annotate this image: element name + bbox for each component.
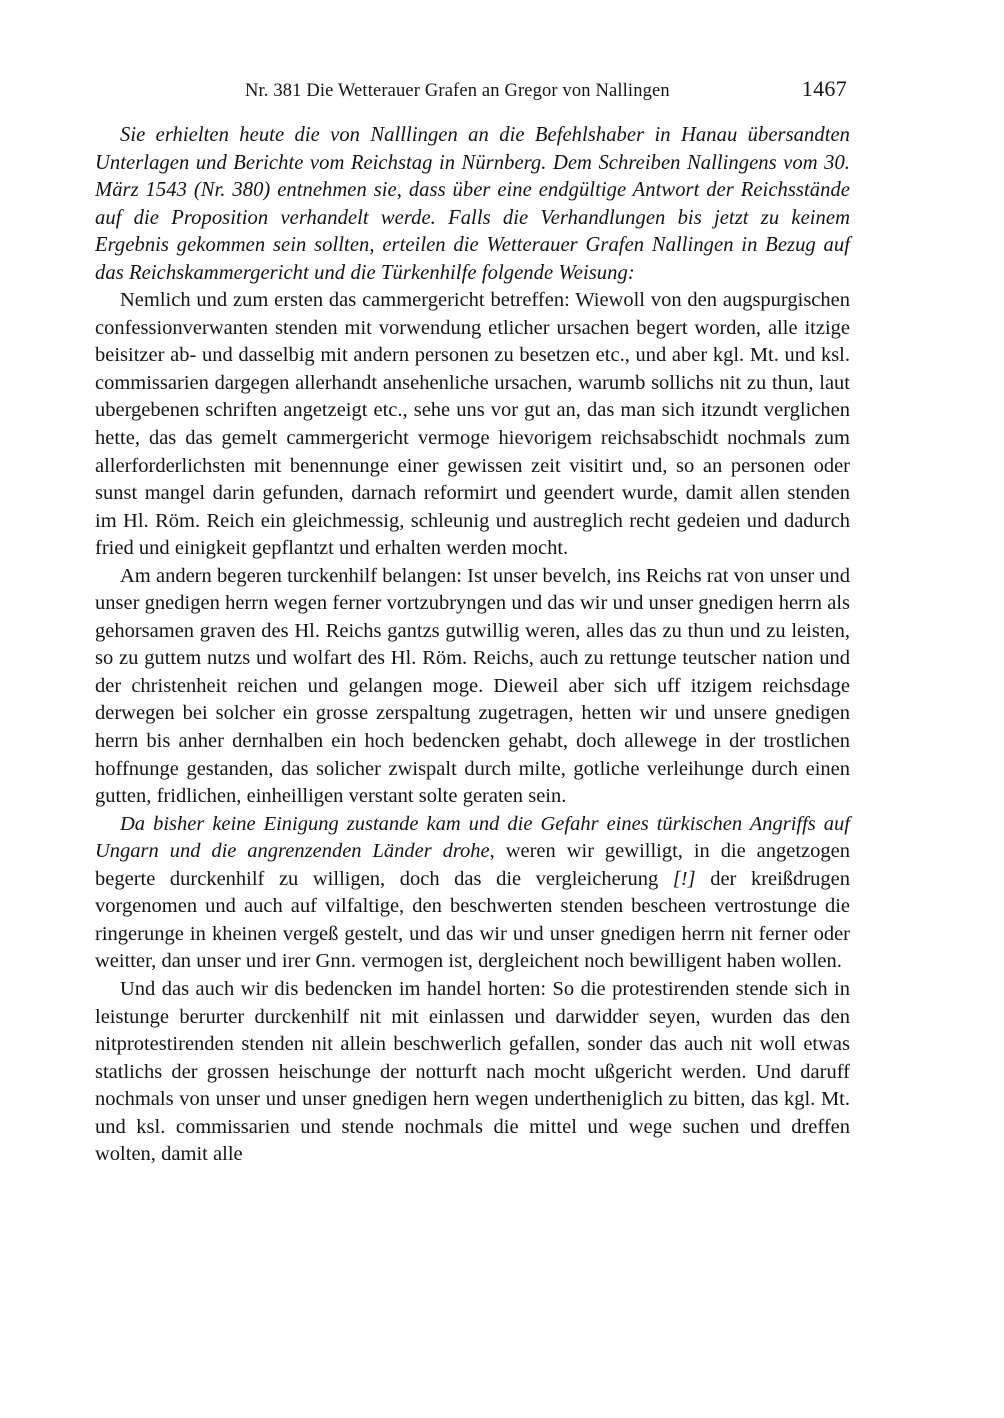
editorial-sic-mark: [!] — [672, 867, 696, 890]
running-head-title: Nr. 381 Die Wetterauer Grafen an Gregor von Nallingen — [245, 81, 670, 101]
paragraph-regest: Sie erhielten heute die von Nalllingen an die Befehlshaber in Hanau übersandten Unterlagen und Berichte vom Reichstag in Nürnberg. Dem Schreiben Nallingens vom 30. März 1543 (Nr. 380) entnehmen sie, dass über eine endgültige Antwort der Reichsstände auf die Proposition verhandelt werde. Falls die Verhandlungen bis jetzt zu keinem Ergebnis gekommen sein sollten, erteilen die Wetterauer Grafen Nallingen in Bezug auf das Reichskammergericht und die Türkenhilfe folgende Weisung: — [95, 124, 850, 284]
paragraph-einigung — [95, 811, 850, 976]
paragraph-bedencken: Und das auch wir dis bedencken im handel horten: So die protestirenden stende sich in leistunge berurter durckenhilf nit mit einlassen und darwidder seyen, wurden das den nitprotestirenden stenden nit allein beschwerlich gefallen, sonder das auch nit woll etwas statlichs der grossen heischunge der notturft nach mocht ußgericht werden. Und daruff nochmals von unser und unser gnedigen hern wegen undertheniglich zu bitten, das kgl. Mt. und ksl. commissarien und stende nochmals die mittel und wege suchen und dreffen wolten, damit alle — [95, 977, 850, 1166]
paragraph-einigung-roman-2: der kreißdrugen vorgenomen und auch auf vilfaltige, den beschwerten stenden bescheen vertrostunge die ringerunge in kheinen vergeß gestelt, und das wir und unser gnedigen herrn nit ferner oder weitter, dan unser und irer Gnn. vermogen ist, dergleichent noch bewilligent haben wollen. — [95, 867, 850, 973]
paragraph-einigung-italic-lead: Da bisher keine Einigung zustande kam und die Gefahr eines türkischen Angriffs auf Ungarn und die angrenzenden Länder drohe — [95, 812, 850, 863]
paragraph-einigung-roman-1: , weren wir gewilligt, in die angetzogen begerte durckenhilf zu willigen, doch das die vergleicherung — [95, 840, 850, 890]
page-number: 1467 — [801, 76, 847, 101]
paragraph-cammergericht: Nemlich und zum ersten das cammergericht betreffen: Wiewoll von den augspurgischen confessionverwanten stenden mit vorwendung etlicher ursachen begert worden, alle itzige beisitzer ab- und dasselbig mit andern personen zu besetzen etc., und aber kgl. Mt. und ksl. commissarien dargegen allerhandt ansehenliche ursachen, warumb sollichs nit zu thun, laut ubergebenen schriften angetzeigt etc., sehe uns vor gut an, das man sich itzundt verglichen hette, das das gemelt cammergericht vermoge hievorigem reichsabschidt nochmals zum allerforderlichsten mit benennunge einer gewissen zeit visitirt und, so an personen oder sunst mangel darin gefunden, darnach reformirt und geendert wurde, damit allen stenden im Hl. Röm. Reich ein gleichmessig, schleunig und austreglich recht gedeien und dadurch fried und einigkeit gepflantzt und erhalten werden mocht. — [95, 289, 850, 560]
paragraph-turckenhilf: Am andern begeren turckenhilf belangen: Ist unser bevelch, ins Reichs rat von unser und unser gnedigen herrn wegen ferner vortzubryngen und das wir und unser gnedigen herrn als gehorsamen graven des Hl. Reichs gantzs gutwillig weren, alles das zu thun und zu leisten, so zu guttem nutzs und wolfart des Hl. Röm. Reichs, auch zu rettunge teutscher nation und der christenheit reichen und gelangen moge. Dieweil aber sich uff itzigem reichsdage derwegen bei solcher ein grosse zerspaltung zugetragen, hetten wir und unsere gnedigen herrn bis anher dernhalben ein hoch bedencken gehabt, doch allewege in der trostlichen hoffnunge gestanden, das solicher zwispalt durch milte, gotliche verleihunge durch einen gutten, fridlichen, einheilligen verstant solte geraten sein. — [95, 564, 850, 808]
running-head — [95, 78, 850, 104]
text-block — [95, 122, 850, 1169]
